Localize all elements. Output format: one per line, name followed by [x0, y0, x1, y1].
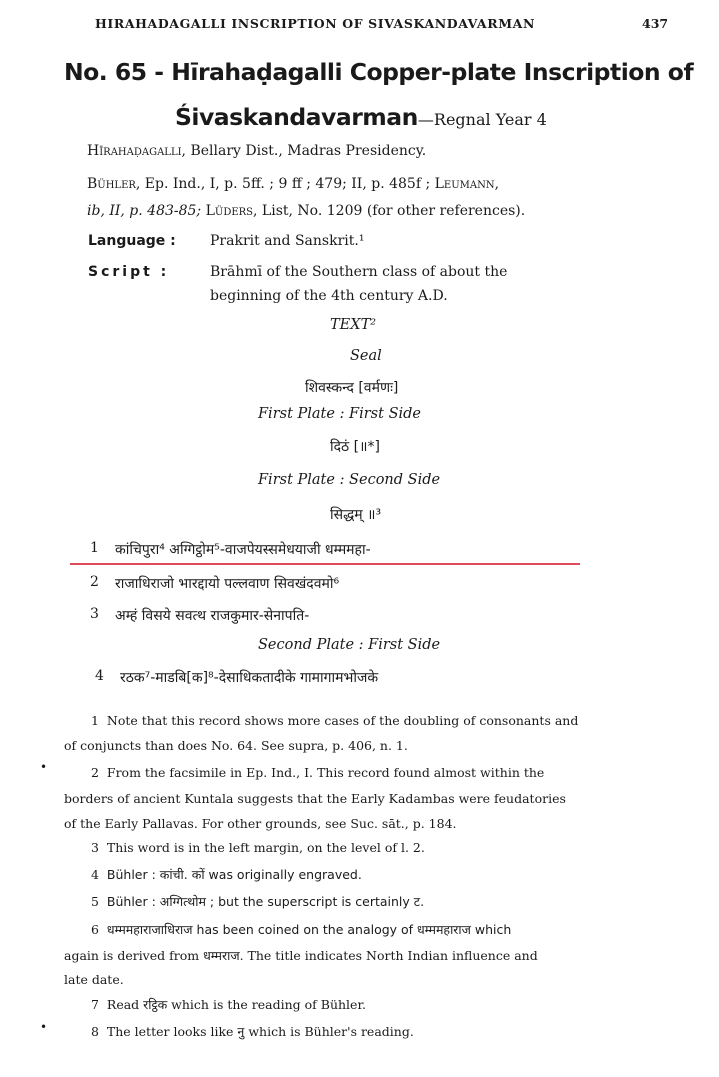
- page-title-line2: [175, 103, 547, 131]
- page-number: 437: [642, 16, 669, 31]
- footnote-text: Bühler : अग्गित्थोम ; but the superscript is certainly ट.: [106, 894, 425, 909]
- inscription-line-text: अम्हं विसये सवत्थ राजकुमार-सेनापति-: [115, 608, 310, 624]
- plate2-side1-label: Second Plate : First Side: [258, 637, 441, 653]
- footnote-text: Note that this record shows more cases of the doubling of consonants and: [106, 713, 579, 728]
- footnote-text: This word is in the left margin, on the level of l. 2.: [106, 840, 425, 855]
- inscription-line-number: 3: [90, 606, 99, 622]
- ref-author-luders: Lüders: [205, 203, 254, 219]
- footnote-number: 8: [91, 1024, 99, 1039]
- margin-mark: •: [40, 760, 48, 774]
- page-title: No. 65 - Hīrahaḍagalli Copper-plate Inscription of: [64, 58, 694, 86]
- footnote-4: [91, 866, 362, 883]
- footnote-text: The letter looks like नु which is Bühler's reading.: [106, 1024, 414, 1039]
- footnote-number: 5: [91, 894, 99, 909]
- plate1-side2-text: सिद्धम् ॥³: [330, 507, 382, 523]
- seal-label: Seal: [350, 348, 382, 364]
- ref-author-leumann: Leumann,: [434, 176, 500, 192]
- ref-author-buhler: Bühler: [87, 176, 136, 192]
- footnote-number: 2: [91, 765, 99, 780]
- script-value-line1: Brāhmī of the Southern class of about the: [210, 264, 508, 280]
- script-value-line2: beginning of the 4th century A.D.: [210, 288, 448, 304]
- plate1-side1-label: First Plate : First Side: [258, 406, 421, 422]
- margin-mark: •: [40, 1020, 48, 1034]
- plate1-side2-label: First Plate : Second Side: [258, 472, 441, 488]
- plate1-side1-text: दिठं [॥*]: [330, 439, 380, 455]
- footnote-number: 1: [91, 713, 99, 728]
- footnote-3: [91, 840, 425, 855]
- footnote-text: Bühler : कांची. कों was originally engraved.: [106, 867, 362, 882]
- text-heading: TEXT²: [330, 317, 377, 333]
- footnote-2: [91, 765, 544, 780]
- running-title: HIRAHADAGALLI INSCRIPTION OF SIVASKANDAVARMAN: [95, 16, 535, 31]
- footnote-number: 7: [91, 997, 99, 1012]
- footnote-text: Read रट्ठिक which is the reading of Bühler.: [106, 997, 367, 1012]
- location-name: Hīrahaḍagalli: [87, 143, 182, 159]
- language-label: Language :: [88, 233, 176, 249]
- footnote-text: धम्ममहाराजाधिराज has been coined on the analogy of धम्ममहाराज which: [106, 922, 512, 937]
- footnote-6: [91, 921, 511, 938]
- references-line-2: [87, 203, 525, 219]
- inscription-line-text: कांचिपुरा⁴ अग्गिट्ठोम⁵-वाजपेयस्समेधयाजी धम्ममहा-: [115, 542, 371, 558]
- footnote-number: 6: [91, 922, 99, 937]
- inscription-line-number: 2: [90, 574, 99, 590]
- location-line: [87, 143, 426, 159]
- language-value: Prakrit and Sanskrit.¹: [210, 233, 365, 249]
- ref-detail-2a: ib, II, p. 483-85;: [87, 203, 202, 219]
- footnote-1-cont: of conjuncts than does No. 64. See supra, p. 406, n. 1.: [64, 738, 408, 753]
- footnote-1: [91, 713, 578, 728]
- inscription-line-text: रठक⁷-माडबि[क]⁸-देसाधिकतादीके गामागामभोजके: [120, 670, 379, 686]
- seal-text: शिवस्कन्द [वर्मणः]: [305, 380, 399, 396]
- title-regnal-year: —Regnal Year 4: [417, 110, 547, 129]
- script-label: Script :: [88, 264, 170, 280]
- inscription-line-number: 4: [95, 668, 104, 684]
- references-line-1: [87, 176, 499, 192]
- footnote-2-cont: of the Early Pallavas. For other grounds, see Suc. sāt., p. 184.: [64, 816, 457, 831]
- title-ruler-name: Śivaskandavarman: [175, 103, 418, 131]
- footnote-2-cont: borders of ancient Kuntala suggests that the Early Kadambas were feudatories: [64, 791, 566, 806]
- footnote-number: 4: [91, 867, 99, 882]
- inscription-line-number: 1: [90, 540, 99, 556]
- footnote-text: From the facsimile in Ep. Ind., I. This record found almost within the: [106, 765, 545, 780]
- highlight-underline: [70, 563, 580, 565]
- footnote-6-cont: again is derived from धम्मराज. The title indicates North Indian influence and: [64, 948, 538, 963]
- footnote-5: [91, 893, 424, 910]
- footnote-number: 3: [91, 840, 99, 855]
- footnote-8: [91, 1023, 414, 1040]
- ref-detail-1: , Ep. Ind., I, p. 5ff. ; 9 ff ; 479; II, p. 485f ;: [135, 176, 431, 192]
- ref-detail-2b: , List, No. 1209 (for other references).: [253, 203, 526, 219]
- location-detail: , Bellary Dist., Madras Presidency.: [181, 143, 427, 159]
- footnote-6-cont: late date.: [64, 972, 124, 987]
- footnote-7: [91, 996, 366, 1013]
- inscription-line-text: राजाधिराजो भारद्दायो पल्लवाण सिवखंदवमो⁶: [115, 576, 340, 592]
